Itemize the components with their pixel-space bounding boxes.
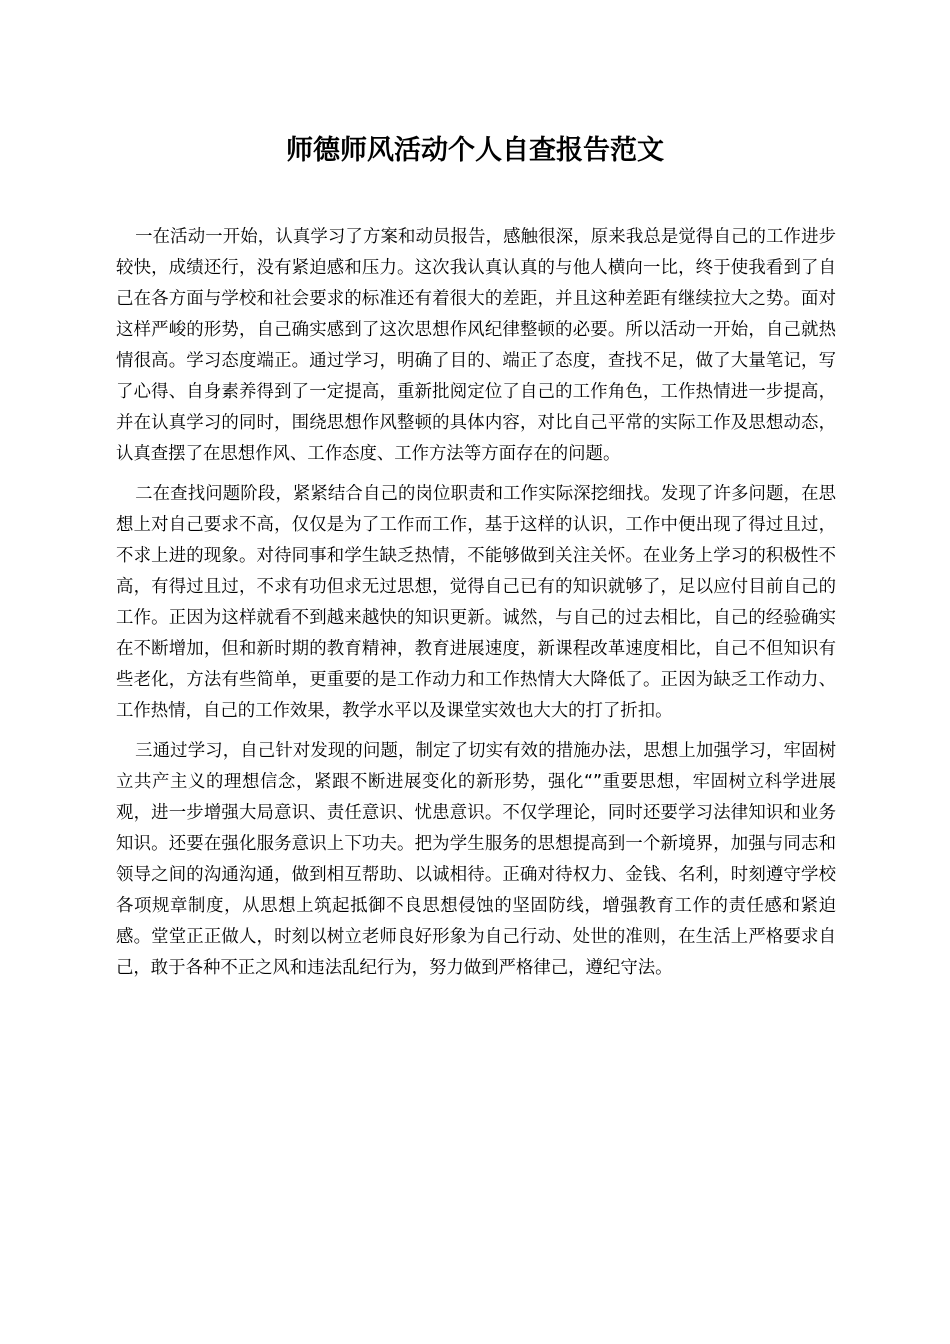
paragraph-1: 一在活动一开始，认真学习了方案和动员报告，感触很深，原来我总是觉得自己的工作进步较快，成绩还行，没有紧迫感和压力。这次我认真认真的与他人横向一比，终于使我看到了自己在各方面与学校和社会要求的标准还有着很大的差距，并且这种差距有继续拉大之势。面对这样严峻的形势，自己确实感到了这次思想作风纪律整顿的必要。所以活动一开始，自己就热情很高。学习态度端正。通过学习，明确了目的、端正了态度，查找不足，做了大量笔记，写了心得、自身素养得到了一定提高，重新批阅定位了自己的工作角色，工作热情进一步提高，并在认真学习的同时，围绕思想作风整顿的具体内容，对比自己平常的实际工作及思想动态，认真查摆了在思想作风、工作态度、工作方法等方面存在的问题。 bbox=[116, 227, 836, 464]
document-title: 师德师风活动个人自查报告范文 bbox=[286, 135, 664, 166]
paragraph-2: 二在查找问题阶段，紧紧结合自己的岗位职责和工作实际深挖细找。发现了许多问题，在思想上对自己要求不高，仅仅是为了工作而工作，基于这样的认识，工作中便出现了得过且过，不求上进的现象。对待同事和学生缺乏热情，不能够做到关注关怀。在业务上学习的积极性不高，有得过且过，不求有功但求无过思想，觉得自己已有的知识就够了，足以应付目前自己的工作。正因为这样就看不到越来越快的知识更新。诚然，与自己的过去相比，自己的经验确实在不断增加，但和新时期的教育精神，教育进展速度，新课程改革速度相比，自己不但知识有些老化，方法有些简单，更重要的是工作动力和工作热情大大降低了。正因为缺乏工作动力、工作热情，自己的工作效果，教学水平以及课堂实效也大大的打了折扣。 bbox=[116, 484, 836, 721]
document-body bbox=[116, 222, 836, 993]
paragraph-3: 三通过学习，自己针对发现的问题，制定了切实有效的措施办法，思想上加强学习，牢固树立共产主义的理想信念，紧跟不断进展变化的新形势，强化“”重要思想，牢固树立科学进展观，进一步增强大局意识、责任意识、忧患意识。不仅学理论，同时还要学习法律知识和业务知识。还要在强化服务意识上下功夫。把为学生服务的思想提高到一个新境界，加强与同志和领导之间的沟通沟通，做到相互帮助、以诚相待。正确对待权力、金钱、名利，时刻遵守学校各项规章制度，从思想上筑起抵御不良思想侵蚀的坚固防线，增强教育工作的责任感和紧迫感。堂堂正正做人，时刻以树立老师良好形象为自己行动、处世的准则，在生活上严格要求自己，敢于各种不正之风和违法乱纪行为，努力做到严格律己，遵纪守法。 bbox=[116, 741, 836, 978]
